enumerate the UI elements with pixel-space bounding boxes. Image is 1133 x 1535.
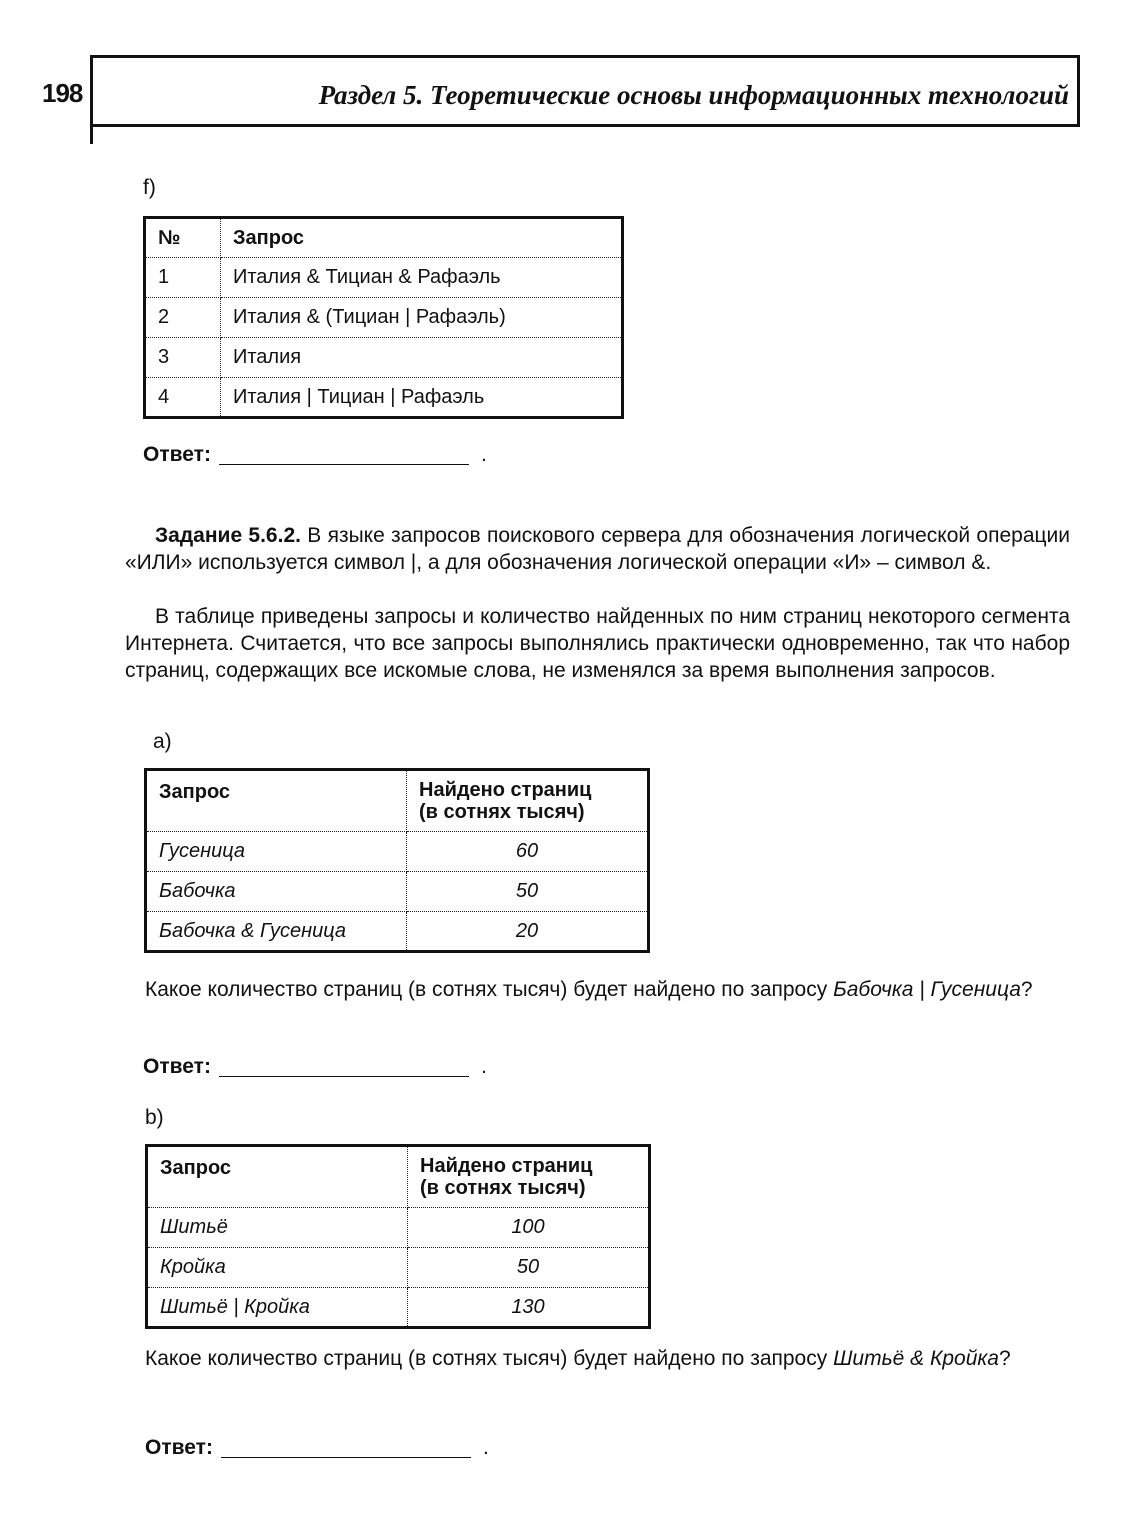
table-row [147, 1208, 650, 1248]
row-query: Италия [221, 338, 623, 378]
question-text: Какое количество страниц (в сотнях тысяч) будет найдено по запросу [145, 1347, 834, 1370]
row-query: Италия & (Тициан | Рафаэль) [221, 298, 623, 338]
question-mark: ? [1020, 978, 1033, 1001]
part-a-question [145, 976, 1070, 1003]
row-number: 1 [145, 258, 221, 298]
section-title: Раздел 5. Теоретические основы информационных технологий [318, 80, 1069, 110]
question-mark: ? [999, 1347, 1011, 1370]
task-title: Задание 5.6.2. [155, 524, 301, 547]
column-header-query: Запрос [147, 1146, 408, 1208]
row-query: Кройка [147, 1248, 408, 1288]
part-f-label: f) [143, 176, 156, 199]
answer-blank[interactable] [221, 1456, 471, 1458]
table-row [147, 1248, 650, 1288]
answer-blank[interactable] [219, 1075, 469, 1077]
task-intro [125, 522, 1070, 576]
table-row [145, 378, 623, 418]
row-number: 4 [145, 378, 221, 418]
row-pages: 50 [408, 1248, 650, 1288]
answer-label: Ответ: [145, 1436, 213, 1459]
column-header-query: Запрос [221, 218, 623, 258]
row-number: 2 [145, 298, 221, 338]
row-query: Шитьё | Кройка [147, 1288, 408, 1328]
row-query: Италия & Тициан & Рафаэль [221, 258, 623, 298]
column-header-query: Запрос [146, 770, 407, 832]
part-f-table [143, 216, 624, 419]
part-a-label: a) [153, 730, 172, 753]
page-number: 198 [42, 78, 83, 108]
part-a-answer [143, 1055, 487, 1079]
answer-label: Ответ: [143, 443, 211, 466]
table-header-row [147, 1146, 650, 1208]
column-header-number: № [145, 218, 221, 258]
part-b-answer [145, 1436, 489, 1460]
table-row [146, 872, 649, 912]
row-pages: 20 [407, 912, 649, 952]
row-query: Шитьё [147, 1208, 408, 1248]
task-intro-text: В языке запросов поискового сервера для обозначения логической операции «ИЛИ» используется символ |, а для обозначения логической операции «И» – символ &. [125, 524, 1070, 574]
answer-blank[interactable] [219, 463, 469, 465]
column-header-pages [407, 770, 649, 832]
column-header-pages [408, 1146, 650, 1208]
table-row [145, 338, 623, 378]
column-header-pages-line2: (в сотнях тысяч) [420, 1177, 586, 1199]
row-pages: 130 [408, 1288, 650, 1328]
row-pages: 50 [407, 872, 649, 912]
task-body: В таблице приведены запросы и количество найденных по ним страниц некоторого сегмента Интернета. Считается, что все запросы выполнялись практически одновременно, так что набор страниц, содержащих все искомые слова, не изменялся за время выполнения запросов. [125, 605, 1070, 682]
table-header-row [145, 218, 623, 258]
table-header-row [146, 770, 649, 832]
table-row [146, 912, 649, 952]
column-header-pages-line1: Найдено страниц [419, 779, 592, 801]
question-query: Шитьё & Кройка [833, 1347, 999, 1370]
question-text: Какое количество страниц (в сотнях тысяч) будет найдено по запросу [145, 978, 834, 1001]
part-b-label: b) [145, 1106, 164, 1129]
row-query: Италия | Тициан | Рафаэль [221, 378, 623, 418]
answer-label: Ответ: [143, 1055, 211, 1078]
table-row [145, 258, 623, 298]
question-query: Бабочка | Гусеница [833, 978, 1021, 1001]
column-header-pages-line1: Найдено страниц [420, 1155, 593, 1177]
section-header [90, 55, 1080, 127]
row-number: 3 [145, 338, 221, 378]
row-query: Бабочка [146, 872, 407, 912]
answer-dot: . [480, 1055, 487, 1078]
table-row [147, 1288, 650, 1328]
answer-dot: . [482, 1436, 489, 1459]
table-row [146, 832, 649, 872]
table-row [145, 298, 623, 338]
part-b-question [145, 1345, 1070, 1372]
row-query: Гусеница [146, 832, 407, 872]
row-query: Бабочка & Гусеница [146, 912, 407, 952]
row-pages: 60 [407, 832, 649, 872]
row-pages: 100 [408, 1208, 650, 1248]
part-f-answer [143, 443, 487, 467]
part-a-table [144, 768, 650, 953]
column-header-pages-line2: (в сотнях тысяч) [419, 801, 585, 823]
answer-dot: . [480, 443, 487, 466]
part-b-table [145, 1144, 651, 1329]
